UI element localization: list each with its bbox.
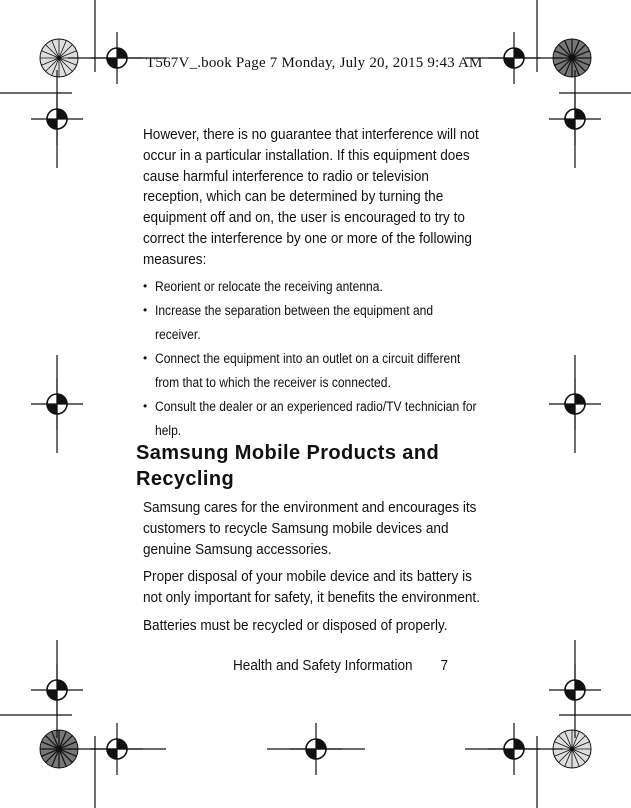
list-item-text: Consult the dealer or an experienced radio/TV technician for help. [155,399,477,438]
interference-section [143,125,488,443]
list-item-text: Reorient or relocate the receiving antenna. [155,278,383,294]
bullet-icon: • [143,351,148,366]
recycling-paragraph: Batteries must be recycled or disposed of properly. [143,617,448,634]
bullet-icon: • [143,399,148,414]
bullet-icon: • [143,278,148,293]
footer-section-title: Health and Safety Information [233,658,413,674]
recycling-section [143,498,488,644]
recycling-heading: Samsung Mobile Products and Recycling [136,442,440,490]
recycling-paragraph: Proper disposal of your mobile device and its battery is not only important for safety, it benefits the environment. [143,569,480,607]
recycling-paragraph: Samsung cares for the environment and encourages its customers to recycle Samsung mobile devices and genuine Samsung accessories. [143,500,477,558]
print-header-stamp: T567V_.book Page 7 Monday, July 20, 2015 9:43 AM [146,55,483,71]
list-item-text: Increase the separation between the equipment and receiver. [155,303,434,342]
page-number: 7 [440,658,449,674]
list-item [143,275,488,299]
list-item [143,395,488,442]
list-item-text: Connect the equipment into an outlet on a circuit different from that to which the receiver is connected. [155,351,461,390]
list-item [143,299,488,346]
list-item [143,347,488,394]
page-footer [233,658,448,674]
interference-intro: However, there is no guarantee that interference will not occur in a particular installation. If this equipment does cause harmful interference to radio or television reception, which can be determined by turning the equipment off and on, the user is encouraged to try to correct the interference by one or more of the following measures: [143,127,479,268]
interference-measures-list [143,275,488,443]
bullet-icon: • [143,303,148,318]
